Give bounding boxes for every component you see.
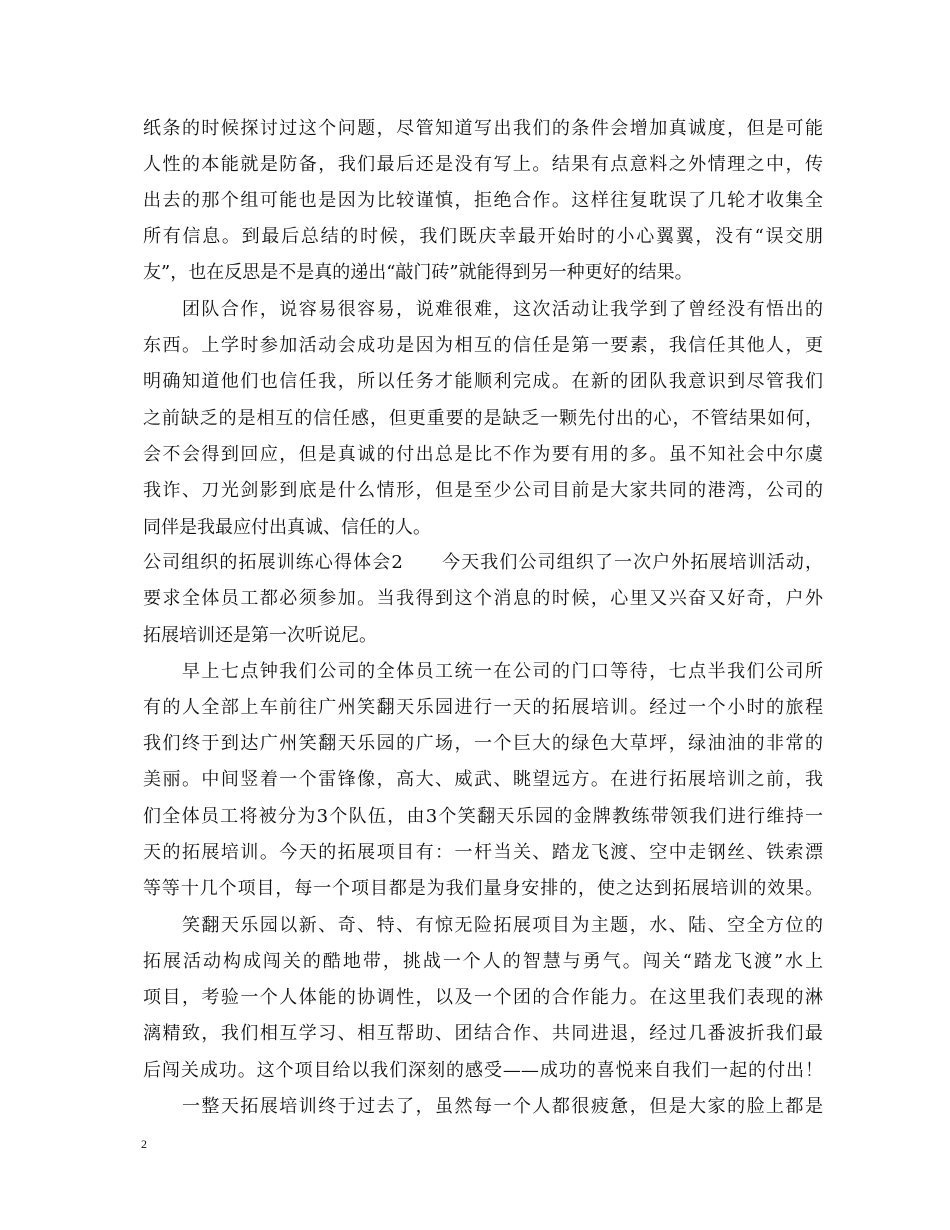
text-line: 会不会得到回应，但是真诚的付出总是比不作为要有用的多。虽不知社会中尔虞 — [143, 444, 823, 465]
text-line: 纸条的时候探讨过这个问题，尽管知道写出我们的条件会增加真诚度，但是可能 — [143, 118, 823, 139]
text-line: 公司组织的拓展训练心得体会2 今天我们公司组织了一次户外拓展培训活动， — [143, 552, 823, 573]
text-line: 友”，也在反思是不是真的递出“敲门砖”就能得到另一种更好的结果。 — [143, 262, 693, 283]
text-line: 拓展活动构成闯关的酷地带，挑战一个人的智慧与勇气。闯关“踏龙飞渡”水上 — [143, 951, 823, 972]
text-line: 要求全体员工都必须参加。当我得到这个消息的时候，心里又兴奋又好奇，户外 — [143, 588, 823, 609]
text-line: 美丽。中间竖着一个雷锋像，高大、威武、眺望远方。在进行拓展培训之前，我 — [143, 769, 823, 790]
text-line: 拓展培训还是第一次听说尼。 — [143, 625, 377, 646]
text-line: 有的人全部上车前往广州笑翻天乐园进行一天的拓展培训。经过一个小时的旅程 — [143, 697, 823, 718]
page-number: 2 — [141, 1137, 147, 1151]
text-line: 人性的本能就是防备，我们最后还是没有写上。结果有点意料之外情理之中，传 — [143, 154, 823, 175]
text-line: 早上七点钟我们公司的全体员工统一在公司的门口等待，七点半我们公司所 — [143, 661, 823, 682]
text-line: 一整天拓展培训终于过去了，虽然每一个人都很疲惫，但是大家的脸上都是 — [143, 1096, 823, 1117]
text-line: 我们终于到达广州笑翻天乐园的广场，一个巨大的绿色大草坪，绿油油的非常的 — [143, 733, 823, 754]
text-line: 项目，考验一个人体能的协调性，以及一个团的合作能力。在这里我们表现的淋 — [143, 987, 823, 1008]
text-line: 天的拓展培训。今天的拓展项目有：一杆当关、踏龙飞渡、空中走钢丝、铁索漂 — [143, 842, 823, 863]
text-line: 们全体员工将被分为3个队伍，由3个笑翻天乐园的金牌教练带领我们进行维持一 — [143, 806, 823, 827]
text-line: 出去的那个组可能也是因为比较谨慎，拒绝合作。这样往复耽误了几轮才收集全 — [143, 190, 823, 211]
text-line: 之前缺乏的是相互的信任感，但更重要的是缺乏一颗先付出的心，不管结果如何， — [143, 408, 823, 429]
text-line: 同伴是我最应付出真诚、信任的人。 — [143, 517, 431, 538]
text-line: 东西。上学时参加活动会成功是因为相互的信任是第一要素，我信任其他人，更 — [143, 335, 823, 356]
text-line: 所有信息。到最后总结的时候，我们既庆幸最开始时的小心翼翼，没有“误交朋 — [143, 226, 823, 247]
text-line: 漓精致，我们相互学习、相互帮助、团结合作、共同进退，经过几番波折我们最 — [143, 1023, 823, 1044]
text-line: 团队合作，说容易很容易，说难很难，这次活动让我学到了曾经没有悟出的 — [143, 299, 823, 320]
text-line: 等等十几个项目，每一个项目都是为我们量身安排的，使之达到拓展培训的效果。 — [143, 878, 823, 899]
text-line: 明确知道他们也信任我，所以任务才能顺利完成。在新的团队我意识到尽管我们 — [143, 371, 823, 392]
text-line: 后闯关成功。这个项目给以我们深刻的感受——成功的喜悦来自我们一起的付出！ — [143, 1060, 823, 1081]
text-line: 我诈、刀光剑影到底是什么情形，但是至少公司目前是大家共同的港湾，公司的 — [143, 480, 823, 501]
text-line: 笑翻天乐园以新、奇、特、有惊无险拓展项目为主题，水、陆、空全方位的 — [143, 915, 823, 936]
